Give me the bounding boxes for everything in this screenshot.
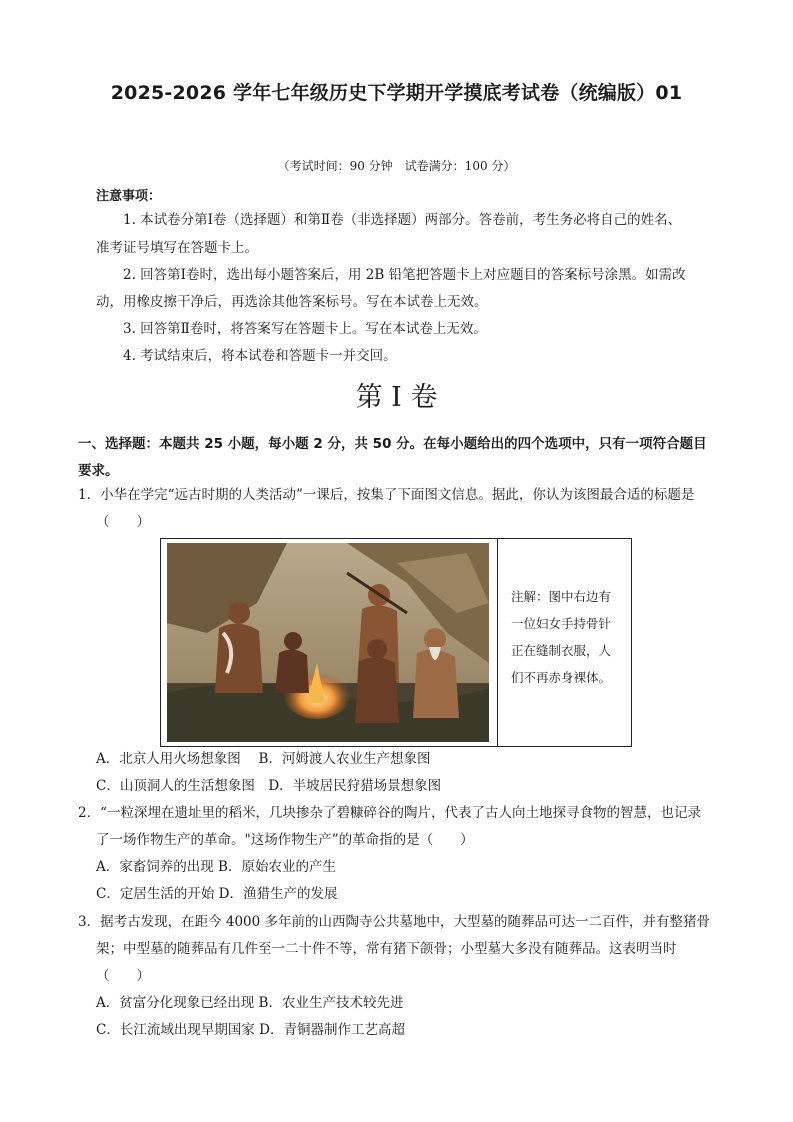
section-instruction-2: 要求。	[78, 463, 119, 479]
question-1-stem: 1．小华在学完“远古时期的人类活动”一课后，按集了下面图文信息。据此，你认为该图最合适的标题是	[78, 487, 695, 503]
figure-note-line-2: 一位妇女手持骨针	[511, 616, 612, 631]
paper-title: 2025-2026 学年七年级历史下学期开学摸底考试卷（统编版）01	[110, 82, 683, 104]
question-1-bracket: （ ）	[96, 514, 150, 530]
question-3-options-cd: C．长江流域出现早期国家 D．青铜器制作工艺高超	[96, 1022, 405, 1038]
figure-note	[511, 583, 623, 691]
question-2-options-cd: C．定居生活的开始 D．渔猎生产的发展	[96, 886, 338, 902]
question-1-figure	[160, 538, 632, 747]
question-2-stem-cont: 了一场作物生产的革命。"这场作物生产”的革命指的是（ ）	[96, 832, 474, 848]
question-1-options-cd: C．山顶洞人的生活想象图 D．半坡居民狩猎场景想象图	[96, 778, 442, 794]
section-title: 第 I 卷	[355, 382, 438, 413]
figure-note-line-1: 注解：图中右边有	[511, 589, 612, 604]
notice-line-5: 3. 回答第Ⅱ卷时，将答案写在答题卡上。写在本试卷上无效。	[123, 321, 487, 337]
question-3-options-ab: A．贫富分化现象已经出现 B．农业生产技术较先进	[96, 995, 404, 1011]
figure-note-line-3: 正在缝制衣服，人	[511, 643, 612, 658]
question-3-stem: 3．据考古发现，在距今 4000 多年前的山西陶寺公共墓地中，大型墓的随葬品可达一二百件，并有整猪骨	[78, 914, 711, 930]
notice-line-6: 4. 考试结束后，将本试卷和答题卡一并交回。	[123, 348, 397, 364]
notice-heading: 注意事项：	[96, 189, 162, 204]
question-2-stem: 2．“一粒深埋在遗址里的稻米，几块掺杂了碧糠碎谷的陶片，代表了古人向土地探寻食物的智慧，也记录	[78, 805, 701, 821]
figure-note-line-4: 们不再赤身裸体。	[511, 670, 612, 685]
question-3-bracket: （ ）	[96, 968, 150, 984]
notice-line-2: 准考证号填写在答题卡上。	[96, 240, 258, 256]
question-2-options-ab: A．家畜饲养的出现 B．原始农业的产生	[96, 859, 336, 875]
figure-divider	[497, 539, 498, 746]
notice-line-4: 动，用橡皮擦干净后，再选涂其他答案标号。写在本试卷上无效。	[96, 294, 488, 310]
question-3-stem-cont: 架；中型墓的随葬品有几件至一二十件不等，常有猪下颌骨；小型墓大多没有随葬品。这表明当时	[96, 941, 677, 957]
exam-time-info: （考试时间：90 分钟 试卷满分：100 分）	[277, 159, 516, 173]
prehistoric-life-illustration	[167, 543, 489, 742]
section-instruction-1: 一、选择题：本题共 25 小题，每小题 2 分，共 50 分。在每小题给出的四个选项中，只有一项符合题目	[78, 436, 707, 452]
notice-line-3: 2. 回答第Ⅰ卷时，选出每小题答案后，用 2B 铅笔把答题卡上对应题目的答案标号涂黑。如需改	[123, 267, 686, 283]
question-1-options-ab: A．北京人用火场想象图 B．河姆渡人农业生产想象图	[96, 751, 431, 767]
notice-line-1: 1. 本试卷分第Ⅰ卷（选择题）和第Ⅱ卷（非选择题）两部分。答卷前，考生务必将自己的姓名、	[123, 212, 682, 228]
